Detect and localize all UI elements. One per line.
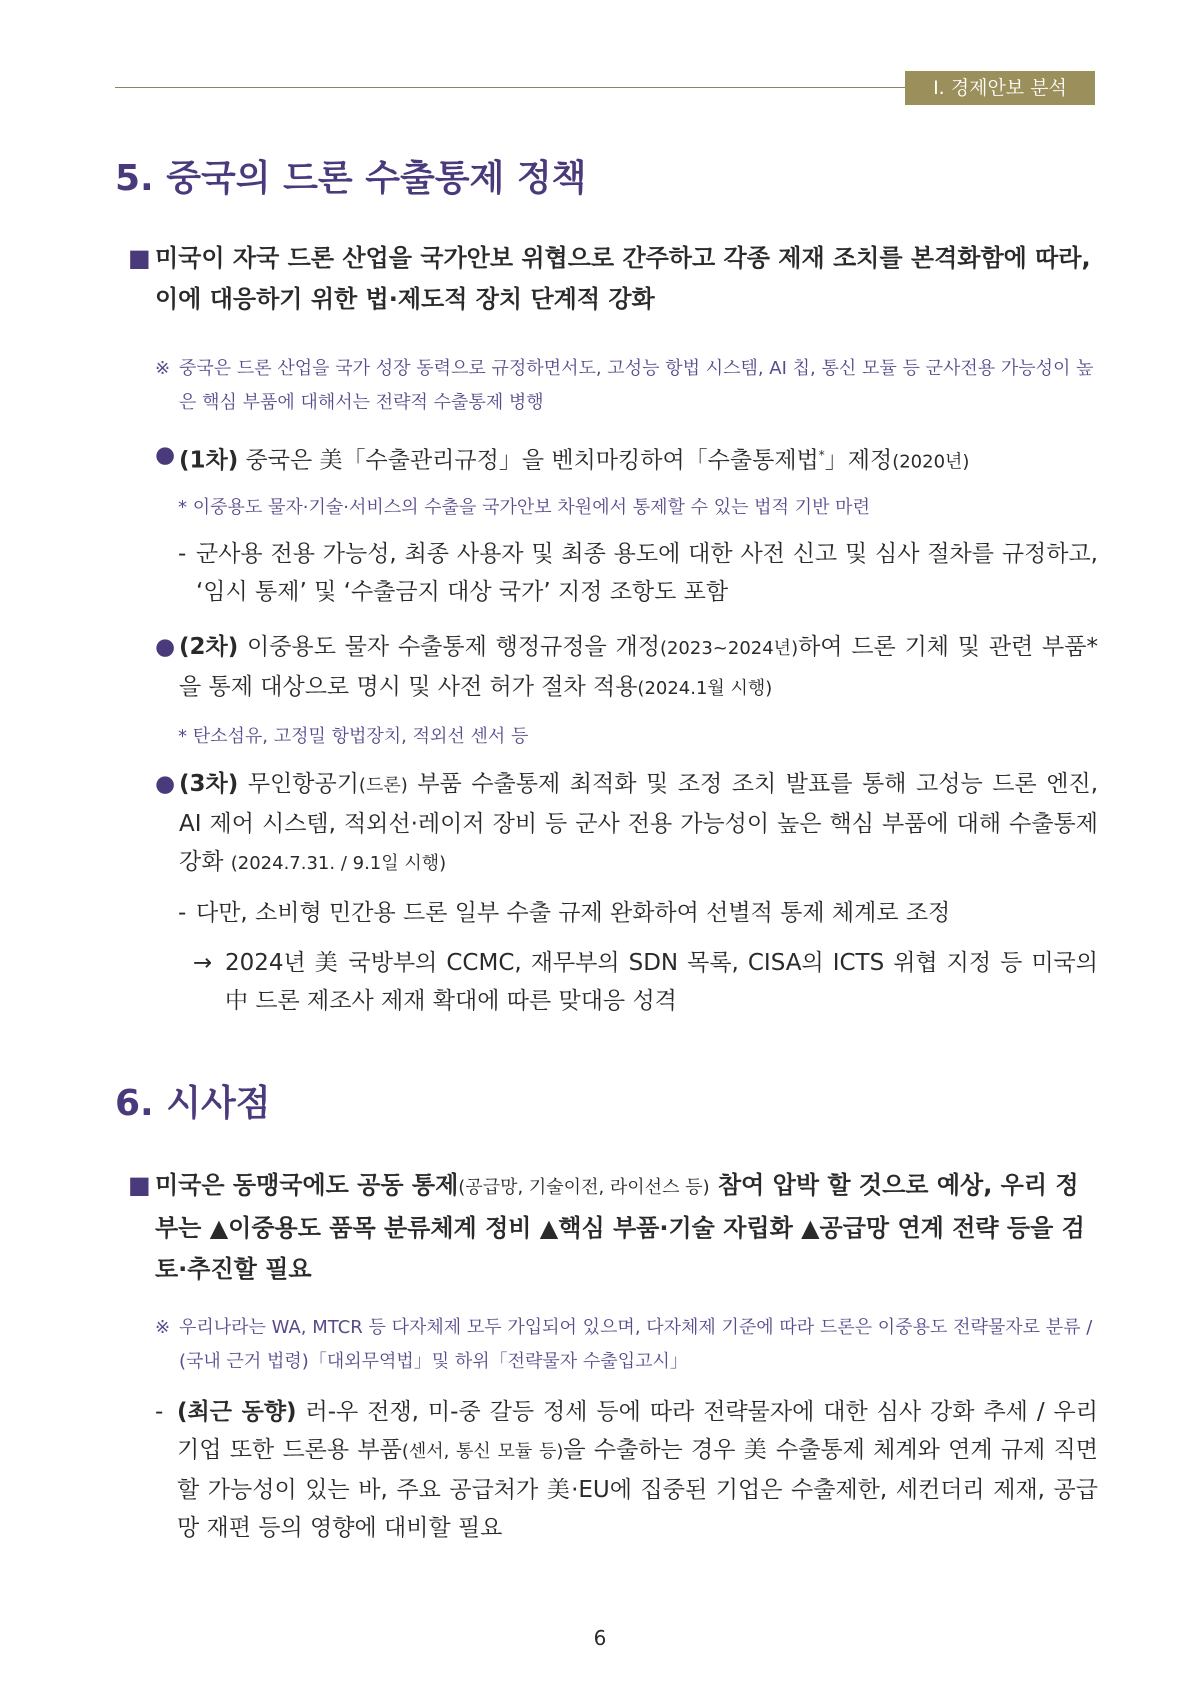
dash-item-phase-1 xyxy=(178,535,1098,611)
main-point-text: 참여 압박 할 것으로 예상, 우리 정부는 ▲이중용도 품목 분류체계 정비 ▲핵심 부품·기술 자립화 ▲공급망 연계 전략 등을 검토·추진할 필요 xyxy=(155,1171,1085,1283)
bullet-date: (2020년) xyxy=(892,451,970,473)
bullet-date: (2024.1월 시행) xyxy=(637,678,773,699)
square-bullet-icon: ■ xyxy=(128,244,151,272)
bullet-date: (2024.7.31. / 9.1일 시행) xyxy=(230,853,447,874)
note-text: 중국은 드론 산업을 국가 성장 동력으로 규정하면서도, 고성능 항법 시스템, AI 칩, 통신 모듈 등 군사전용 가능성이 높은 핵심 부품에 대해서는 전략적 수출통제 병행 xyxy=(179,358,1094,413)
arrow-right-icon: → xyxy=(193,950,213,976)
bullet-text: 이중용도 물자 수출통제 행정규정을 개정 xyxy=(238,634,660,660)
dash-marker: - xyxy=(178,900,187,926)
phase-label: (3차) xyxy=(179,771,239,797)
phase-label: (2차) xyxy=(179,634,239,660)
section-5-note xyxy=(155,352,1098,420)
bullet-phase-1 xyxy=(155,436,1098,482)
dash-item-phase-3 xyxy=(178,894,1098,932)
page-number: 6 xyxy=(593,1626,607,1650)
footnote-phase-1: * 이중용도 물자·기술·서비스의 수출을 국가안보 차원에서 통제할 수 있는 법적 기반 마련 xyxy=(178,497,870,518)
arrow-item-phase-3 xyxy=(193,944,1098,1020)
chapter-tab: Ⅰ. 경제안보 분석 xyxy=(905,71,1095,105)
trend-text: 을 수출하는 경우 美 수출통제 체계와 연계 규제 직면할 가능성이 있는 바, 주요 공급처가 美·EU에 집중된 기업은 수출제한, 세컨더리 제재, 공급망 재편 등의 영향에 대비할 필요 xyxy=(177,1437,1098,1541)
circle-bullet-icon: ● xyxy=(155,634,176,660)
trend-note: (센서, 통신 모듈 등) xyxy=(401,1441,564,1462)
bullet-phase-3 xyxy=(155,765,1098,883)
arrow-text: 2024년 美 국방부의 CCMC, 재무부의 SDN 목록, CISA의 ICTS 위협 지정 등 미국의 中 드론 제조사 제재 확대에 따른 맞대응 성격 xyxy=(225,950,1098,1014)
phase-label: (1차) xyxy=(179,447,239,474)
bullet-note: (드론) xyxy=(358,775,408,796)
section-6-title: 6. 시사점 xyxy=(115,1083,271,1124)
main-point-text: 미국이 자국 드론 산업을 국가안보 위협으로 간주하고 각종 제재 조치를 본격화함에 따라, 이에 대응하기 위한 법·제도적 장치 단계적 강화 xyxy=(155,244,1091,313)
section-5-title: 5. 중국의 드론 수출통제 정책 xyxy=(115,158,587,199)
circle-bullet-icon: ● xyxy=(155,771,176,797)
bullet-text: 부품 수출통제 최적화 및 조정 조치 발표를 통해 고성능 드론 엔진, AI 제어 시스템, 적외선·레이저 장비 등 군사 전용 가능성이 높은 핵심 부품에 대해 수출통제 강화 xyxy=(179,771,1099,875)
main-point-text: 미국은 동맹국에도 공동 통제 xyxy=(155,1171,459,1199)
header-rule xyxy=(115,87,905,88)
section-6-main-point xyxy=(128,1165,1098,1290)
main-point-note: (공급망, 기술이전, 라이선스 등) xyxy=(458,1177,710,1198)
bullet-text: 중국은 美「수출관리규정」을 벤치마킹하여「수출통제법 xyxy=(238,447,819,474)
bullet-text: 」제정 xyxy=(824,447,893,474)
trend-label: (최근 동향) xyxy=(177,1399,297,1425)
reference-mark-icon: ※ xyxy=(155,1317,171,1338)
dash-marker: - xyxy=(155,1399,164,1425)
section-5-main-point xyxy=(128,238,1098,320)
footnote-mark: * xyxy=(818,448,825,462)
section-6-note xyxy=(155,1311,1098,1379)
bullet-phase-2 xyxy=(155,628,1098,708)
section-6-recent-trend xyxy=(155,1393,1098,1547)
dash-text: 다만, 소비형 민간용 드론 일부 수출 규제 완화하여 선별적 통제 체계로 조정 xyxy=(196,900,951,926)
trend-text: 러-우 전쟁, 미-중 갈등 정세 등에 따라 전략물자에 대한 심사 강화 추세 / 우리 기업 또한 드론용 부품 xyxy=(177,1399,1098,1463)
dash-text: 군사용 전용 가능성, 최종 사용자 및 최종 용도에 대한 사전 신고 및 심사 절차를 규정하고, ‘임시 통제’ 및 ‘수출금지 대상 국가’ 지정 조항도 포함 xyxy=(196,541,1098,605)
dash-marker: - xyxy=(178,541,187,567)
footnote-phase-2: * 탄소섬유, 고정밀 항법장치, 적외선 센서 등 xyxy=(178,726,529,747)
bullet-text: 무인항공기 xyxy=(238,771,359,797)
note-text: 우리나라는 WA, MTCR 등 다자체제 모두 가입되어 있으며, 다자체제 기준에 따라 드론은 이중용도 전략물자로 분류 / (국내 근거 법령)「대외무역법」및 하위「전략물자 수출입고시」 xyxy=(179,1317,1093,1372)
bullet-date: (2023~2024년) xyxy=(659,638,799,659)
reference-mark-icon: ※ xyxy=(155,358,171,379)
circle-bullet-icon: ● xyxy=(155,442,176,468)
bullet-text: 하여 드론 기체 및 관련 부품*을 통제 대상으로 명시 및 사전 허가 절차 적용 xyxy=(179,634,1098,700)
square-bullet-icon: ■ xyxy=(128,1171,151,1199)
